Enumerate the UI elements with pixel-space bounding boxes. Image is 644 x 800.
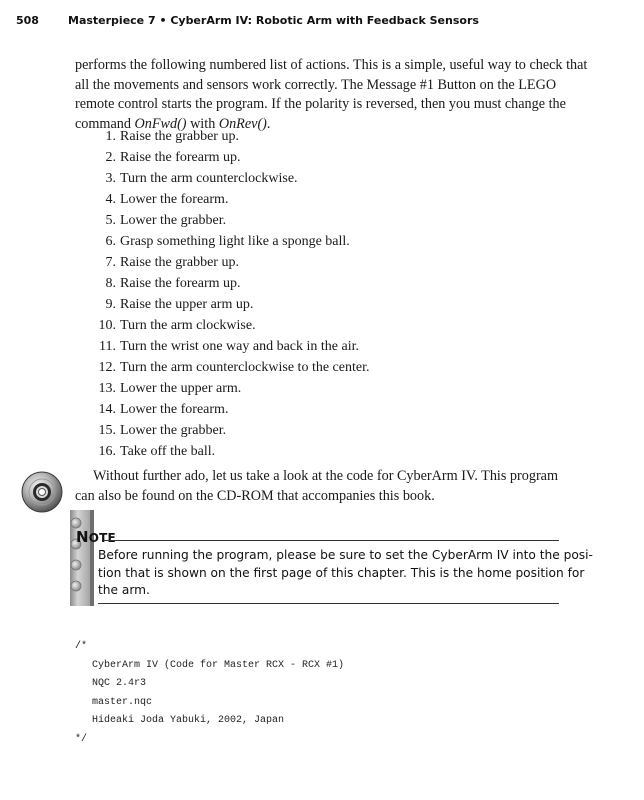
item-text: Raise the upper arm up. (120, 297, 254, 312)
intro-line: all the movements and sensors work correctly. The Message #1 Button on the LEGO (75, 76, 557, 93)
note-divider-bottom (98, 603, 559, 604)
item-text: Take off the ball. (120, 444, 216, 459)
list-item (95, 378, 369, 399)
code-comment-open: /* (75, 641, 88, 652)
list-item (95, 441, 369, 462)
note-label-rest: OTE (88, 531, 116, 545)
item-number: 8. (105, 276, 116, 291)
item-number: 11. (99, 339, 116, 354)
chapter-title: Masterpiece 7 • CyberArm IV: Robotic Arm with Feedback Sensors (68, 14, 479, 27)
item-text: Raise the grabber up. (120, 255, 239, 270)
item-number: 12. (98, 360, 116, 375)
item-number: 14. (98, 402, 116, 417)
code-line: Hideaki Joda Yabuki, 2002, Japan (92, 715, 285, 726)
item-text: Lower the grabber. (120, 213, 227, 228)
item-number: 6. (105, 234, 116, 249)
item-number: 3. (105, 171, 116, 186)
item-text: Lower the forearm. (120, 402, 229, 417)
item-text: Turn the arm counterclockwise. (120, 171, 298, 186)
item-text: Grasp something light like a sponge ball. (120, 234, 350, 249)
list-item (95, 399, 369, 420)
item-text: Lower the grabber. (120, 423, 227, 438)
item-text: Raise the grabber up. (120, 129, 239, 144)
list-item (95, 420, 369, 441)
item-text: Raise the forearm up. (120, 150, 241, 165)
item-text: Turn the arm clockwise. (120, 318, 256, 333)
item-text: Lower the upper arm. (120, 381, 242, 396)
intro-text: with (186, 116, 219, 133)
cd-rom-icon (20, 470, 64, 514)
note-body (98, 547, 593, 600)
code-line: master.nqc (92, 696, 153, 708)
note-label (76, 527, 116, 546)
action-list (95, 126, 369, 462)
intro-line: remote control starts the program. If the polarity is reversed, then you must change the (75, 96, 566, 113)
list-item (95, 357, 369, 378)
note-line: the arm. (98, 583, 150, 597)
item-number: 7. (105, 255, 116, 270)
list-item (95, 168, 369, 189)
code-comment-close: */ (75, 733, 88, 745)
item-number: 10. (98, 318, 116, 333)
item-text: Lower the forearm. (120, 192, 229, 207)
cd-paragraph (75, 467, 558, 506)
item-number: 2. (105, 150, 116, 165)
note-line: tion that is shown on the first page of this chapter. This is the home position for (98, 565, 585, 580)
list-item (95, 294, 369, 315)
intro-line: performs the following numbered list of actions. This is a simple, useful way to check that (75, 57, 588, 73)
list-item (95, 210, 369, 231)
list-item (95, 126, 369, 147)
item-number: 13. (98, 381, 116, 396)
list-item (95, 147, 369, 168)
page-number: 508 (16, 14, 39, 27)
item-number: 1. (105, 129, 116, 144)
intro-text: . (266, 116, 271, 133)
item-text: Raise the forearm up. (120, 276, 241, 291)
item-number: 9. (105, 297, 116, 312)
code-line: NQC 2.4r3 (92, 678, 147, 689)
item-text: Turn the arm counterclockwise to the center. (120, 360, 370, 375)
code-listing (75, 638, 344, 749)
intro-text: command (75, 116, 135, 133)
item-number: 4. (105, 192, 116, 207)
running-head (16, 14, 479, 27)
list-item (95, 336, 369, 357)
cd-line: can also be found on the CD-ROM that accompanies this book. (75, 487, 435, 504)
lego-brick-note-icon (68, 510, 96, 606)
list-item (95, 189, 369, 210)
item-number: 16. (98, 444, 116, 459)
code-term-onfwd: OnFwd() (134, 116, 187, 133)
code-term-onrev: OnRev() (218, 116, 267, 133)
cd-line: Without further ado, let us take a look at the code for CyberArm IV. This program (93, 468, 558, 484)
item-text: Turn the wrist one way and back in the air. (120, 339, 359, 354)
note-divider-top (104, 540, 559, 541)
item-number: 5. (105, 213, 116, 228)
list-item (95, 315, 369, 336)
code-line: CyberArm IV (Code for Master RCX - RCX #1) (92, 659, 345, 671)
item-number: 15. (98, 423, 116, 438)
intro-paragraph (75, 56, 588, 135)
list-item (95, 252, 369, 273)
note-line: Before running the program, please be sure to set the CyberArm IV into the posi- (98, 548, 593, 562)
note-label-initial: N (76, 528, 89, 546)
list-item (95, 273, 369, 294)
list-item (95, 231, 369, 252)
